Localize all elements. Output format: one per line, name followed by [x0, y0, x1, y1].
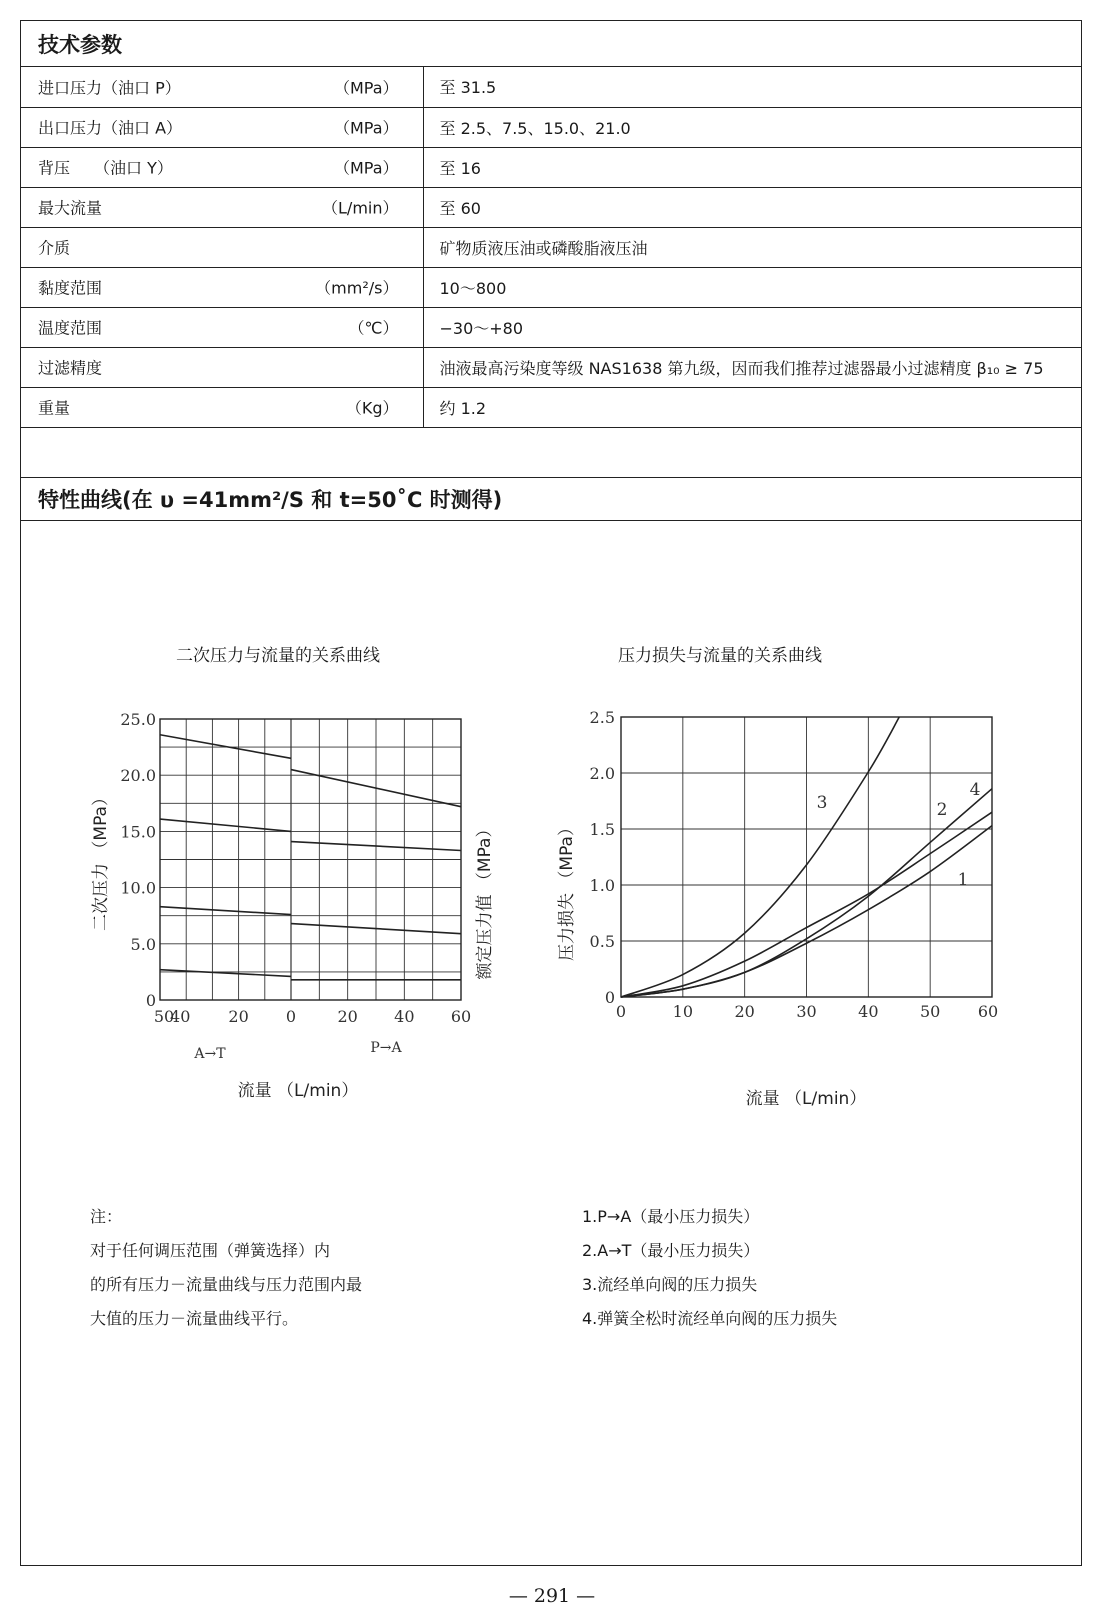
param-value: 矿物质液压油或磷酸脂液压油	[423, 227, 1081, 267]
param-value: 至 2.5、7.5、15.0、21.0	[423, 107, 1081, 147]
curves-title: 特性曲线(在 υ =41mm²/S 和 t=50˚C 时测得)	[21, 477, 1081, 521]
param-unit: （Kg）	[345, 398, 399, 418]
x-tick-label: 50	[153, 1007, 175, 1026]
x-tick-label: 40	[858, 1002, 879, 1021]
x-tick-label: 20	[228, 1007, 249, 1026]
y-axis-label: 压力损失 （MPa）	[557, 819, 577, 961]
x-tick-label: 20	[734, 1002, 755, 1021]
y-tick-label: 10.0	[120, 878, 156, 898]
param-value: 至 60	[423, 187, 1081, 227]
y-axis-label-right: 额定压力值 （MPa）	[475, 820, 495, 980]
note-line: 注：	[90, 1207, 123, 1226]
x-tick-label: 60	[450, 1007, 472, 1026]
series-label: 1	[957, 870, 969, 890]
note-line: 大值的压力－流量曲线平行。	[90, 1309, 299, 1328]
x-tick-label: 30	[796, 1002, 817, 1021]
y-tick-label: 0	[145, 991, 156, 1010]
note-line: 的所有压力－流量曲线与压力范围内最	[90, 1275, 363, 1294]
x-tick-label: 60	[977, 1002, 999, 1021]
series-curve	[621, 717, 899, 997]
param-name: 出口压力（油口 A）	[38, 118, 183, 138]
param-unit: （MPa）	[333, 158, 399, 178]
y-tick-label: 2.0	[589, 764, 615, 783]
param-name: 过滤精度	[38, 358, 103, 378]
legend-note-line: 3.流经单向阀的压力损失	[582, 1275, 758, 1294]
y-tick-label: 20.0	[120, 766, 156, 786]
param-value: 油液最高污染度等级 NAS1638 第九级，因而我们推荐过滤器最小过滤精度 β₁₀ ≥ 75	[423, 347, 1081, 387]
direction-label: P→A	[370, 1040, 402, 1056]
direction-label: A→T	[194, 1046, 226, 1062]
x-axis-label: 流量 （L/min）	[745, 1089, 867, 1109]
series-label: 2	[936, 800, 948, 820]
chart1-title: 二次压力与流量的关系曲线	[176, 646, 380, 666]
legend-note-line: 1.P→A（最小压力损失）	[582, 1207, 760, 1226]
param-value: 10～800	[423, 267, 1081, 307]
legend-note-line: 4.弹簧全松时流经单向阀的压力损失	[582, 1309, 838, 1328]
param-name: 背压 （油口 Y）	[38, 158, 173, 178]
tech-params-title: 技术参数	[21, 21, 1081, 67]
x-tick-label: 50	[919, 1002, 941, 1021]
y-tick-label: 2.5	[589, 708, 615, 727]
x-tick-label: 0	[285, 1007, 297, 1026]
param-value: 至 31.5	[423, 67, 1081, 107]
param-name: 温度范围	[38, 318, 103, 338]
chart2-title: 压力损失与流量的关系曲线	[618, 646, 822, 666]
param-name: 重量	[38, 398, 71, 418]
y-tick-label: 25.0	[120, 710, 156, 729]
series-label: 3	[816, 793, 828, 813]
y-tick-label: 1.5	[589, 820, 615, 839]
note-line: 对于任何调压范围（弹簧选择）内	[90, 1241, 331, 1260]
y-tick-label: 0	[604, 988, 615, 1007]
series-label: 4	[969, 780, 981, 800]
param-value: −30～+80	[423, 307, 1081, 347]
notes-left	[90, 1200, 362, 1336]
y-axis-label: 二次压力 （MPa）	[91, 789, 111, 931]
param-name: 黏度范围	[38, 278, 103, 298]
param-unit: （L/min）	[322, 198, 399, 218]
notes-right	[582, 1200, 837, 1336]
x-axis-label: 流量 （L/min）	[237, 1081, 359, 1101]
y-tick-label: 1.0	[589, 876, 615, 895]
param-name: 进口压力（油口 P）	[38, 78, 181, 98]
page-number: — 291 —	[508, 1585, 596, 1607]
param-unit: （MPa）	[333, 118, 399, 138]
legend-note-line: 2.A→T（最小压力损失）	[582, 1241, 760, 1260]
y-tick-label: 15.0	[120, 822, 156, 842]
param-unit: （MPa）	[333, 78, 399, 98]
x-tick-label: 0	[615, 1002, 627, 1021]
x-tick-label: 10	[672, 1002, 694, 1021]
param-value: 约 1.2	[423, 387, 1081, 427]
param-value: 至 16	[423, 147, 1081, 187]
x-tick-label: 40	[170, 1007, 191, 1026]
y-tick-label: 5.0	[130, 934, 156, 954]
param-name: 介质	[38, 238, 71, 258]
param-unit: （℃）	[348, 318, 399, 338]
x-tick-label: 20	[337, 1007, 358, 1026]
param-name: 最大流量	[38, 198, 103, 218]
y-tick-label: 0.5	[589, 932, 615, 951]
param-unit: （mm²/s）	[315, 278, 399, 298]
x-tick-label: 40	[394, 1007, 415, 1026]
